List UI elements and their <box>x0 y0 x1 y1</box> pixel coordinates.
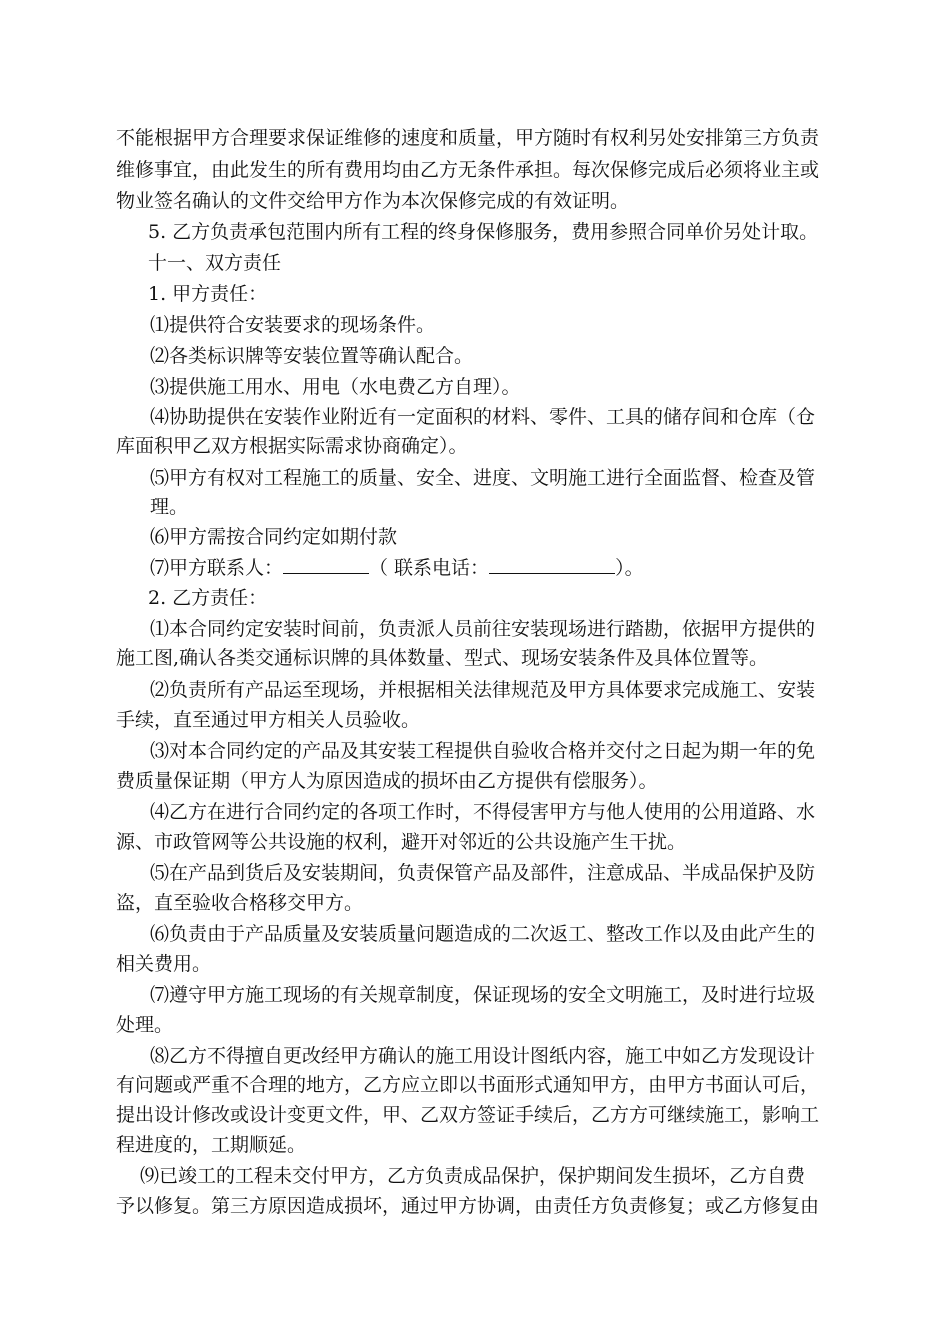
list-item: ⑺遵守甲方施工现场的有关规章制度，保证现场的安全文明施工，及时进行垃圾 <box>150 984 816 1006</box>
contact-person-blank[interactable] <box>283 556 369 574</box>
text-line: 予以修复。第三方原因造成损坏，通过甲方协调，由责任方负责修复；或乙方修复由 <box>116 1195 820 1217</box>
contact-person-label: ⑺甲方联系人： <box>150 557 284 579</box>
contact-close: ）。 <box>615 557 644 579</box>
text-line: 库面积甲乙双方根据实际需求协商确定）。 <box>116 435 468 457</box>
list-item: ⑹甲方需按合同约定如期付款 <box>150 526 398 548</box>
text-line: 5. 乙方负责承包范围内所有工程的终身保修服务，费用参照合同单价另处计取。 <box>148 221 819 243</box>
list-item: ⑻乙方不得擅自更改经甲方确认的施工用设计图纸内容，施工中如乙方发现设计 <box>150 1045 816 1067</box>
section-heading: 十一、双方责任 <box>148 252 282 274</box>
list-item: ⑹负责由于产品质量及安装质量问题造成的二次返工、整改工作以及由此产生的 <box>150 923 816 945</box>
text-line: 提出设计修改或设计变更文件，甲、乙双方签证手续后，乙方方可继续施工，影响工 <box>116 1104 820 1126</box>
text-line: 盗，直至验收合格移交甲方。 <box>116 892 364 914</box>
list-item: ⑴本合同约定安装时间前，负责派人员前往安装现场进行踏勘，依据甲方提供的 <box>150 618 816 640</box>
subsection-heading: 2. 乙方责任： <box>148 587 268 609</box>
contact-phone-label: （ 联系电话： <box>369 557 490 579</box>
list-item: ⑶对本合同约定的产品及其安装工程提供自验收合格并交付之日起为期一年的免 <box>150 740 816 762</box>
contact-line <box>150 556 644 580</box>
contact-phone-blank[interactable] <box>489 556 615 574</box>
text-line: 程进度的，工期顺延。 <box>116 1134 307 1156</box>
text-line: 理。 <box>150 496 189 518</box>
text-line: 施工图,确认各类交通标识牌的具体数量、型式、现场安装条件及具体位置等。 <box>116 647 769 669</box>
list-item: ⑶提供施工用水、用电（水电费乙方自理）。 <box>150 376 521 398</box>
text-line: 手续，直至通过甲方相关人员验收。 <box>116 709 421 731</box>
text-line: 物业签名确认的文件交给甲方作为本次保修完成的有效证明。 <box>116 190 630 212</box>
text-line: 维修事宜，由此发生的所有费用均由乙方无条件承担。每次保修完成后必须将业主或 <box>116 159 820 181</box>
text-line: 相关费用。 <box>116 953 212 975</box>
subsection-heading: 1. 甲方责任： <box>148 283 268 305</box>
text-line: 处理。 <box>116 1014 174 1036</box>
list-item: ⑴提供符合安装要求的现场条件。 <box>150 314 436 336</box>
text-line: 源、市政管网等公共设施的权利，避开对邻近的公共设施产生干扰。 <box>116 831 687 853</box>
text-line: 费质量保证期（甲方人为原因造成的损坏由乙方提供有偿服务）。 <box>116 770 658 792</box>
list-item: ⑷协助提供在安装作业附近有一定面积的材料、零件、工具的储存间和仓库（仓 <box>150 406 816 428</box>
list-item: ⑵各类标识牌等安装位置等确认配合。 <box>150 345 474 367</box>
text-line: 不能根据甲方合理要求保证维修的速度和质量，甲方随时有权利另处安排第三方负责 <box>116 127 820 149</box>
list-item: ⑵负责所有产品运至现场，并根据相关法律规范及甲方具体要求完成施工、安装 <box>150 679 816 701</box>
text-line: 有问题或严重不合理的地方，乙方应立即以书面形式通知甲方，由甲方书面认可后， <box>116 1074 820 1096</box>
list-item: ⑸甲方有权对工程施工的质量、安全、进度、文明施工进行全面监督、检查及管 <box>150 467 816 489</box>
list-item: ⑸在产品到货后及安装期间，负责保管产品及部件，注意成品、半成品保护及防 <box>150 862 816 884</box>
list-item: ⑼已竣工的工程未交付甲方，乙方负责成品保护，保护期间发生损坏，乙方自费 <box>140 1165 806 1187</box>
list-item: ⑷乙方在进行合同约定的各项工作时，不得侵害甲方与他人使用的公用道路、水 <box>150 801 816 823</box>
